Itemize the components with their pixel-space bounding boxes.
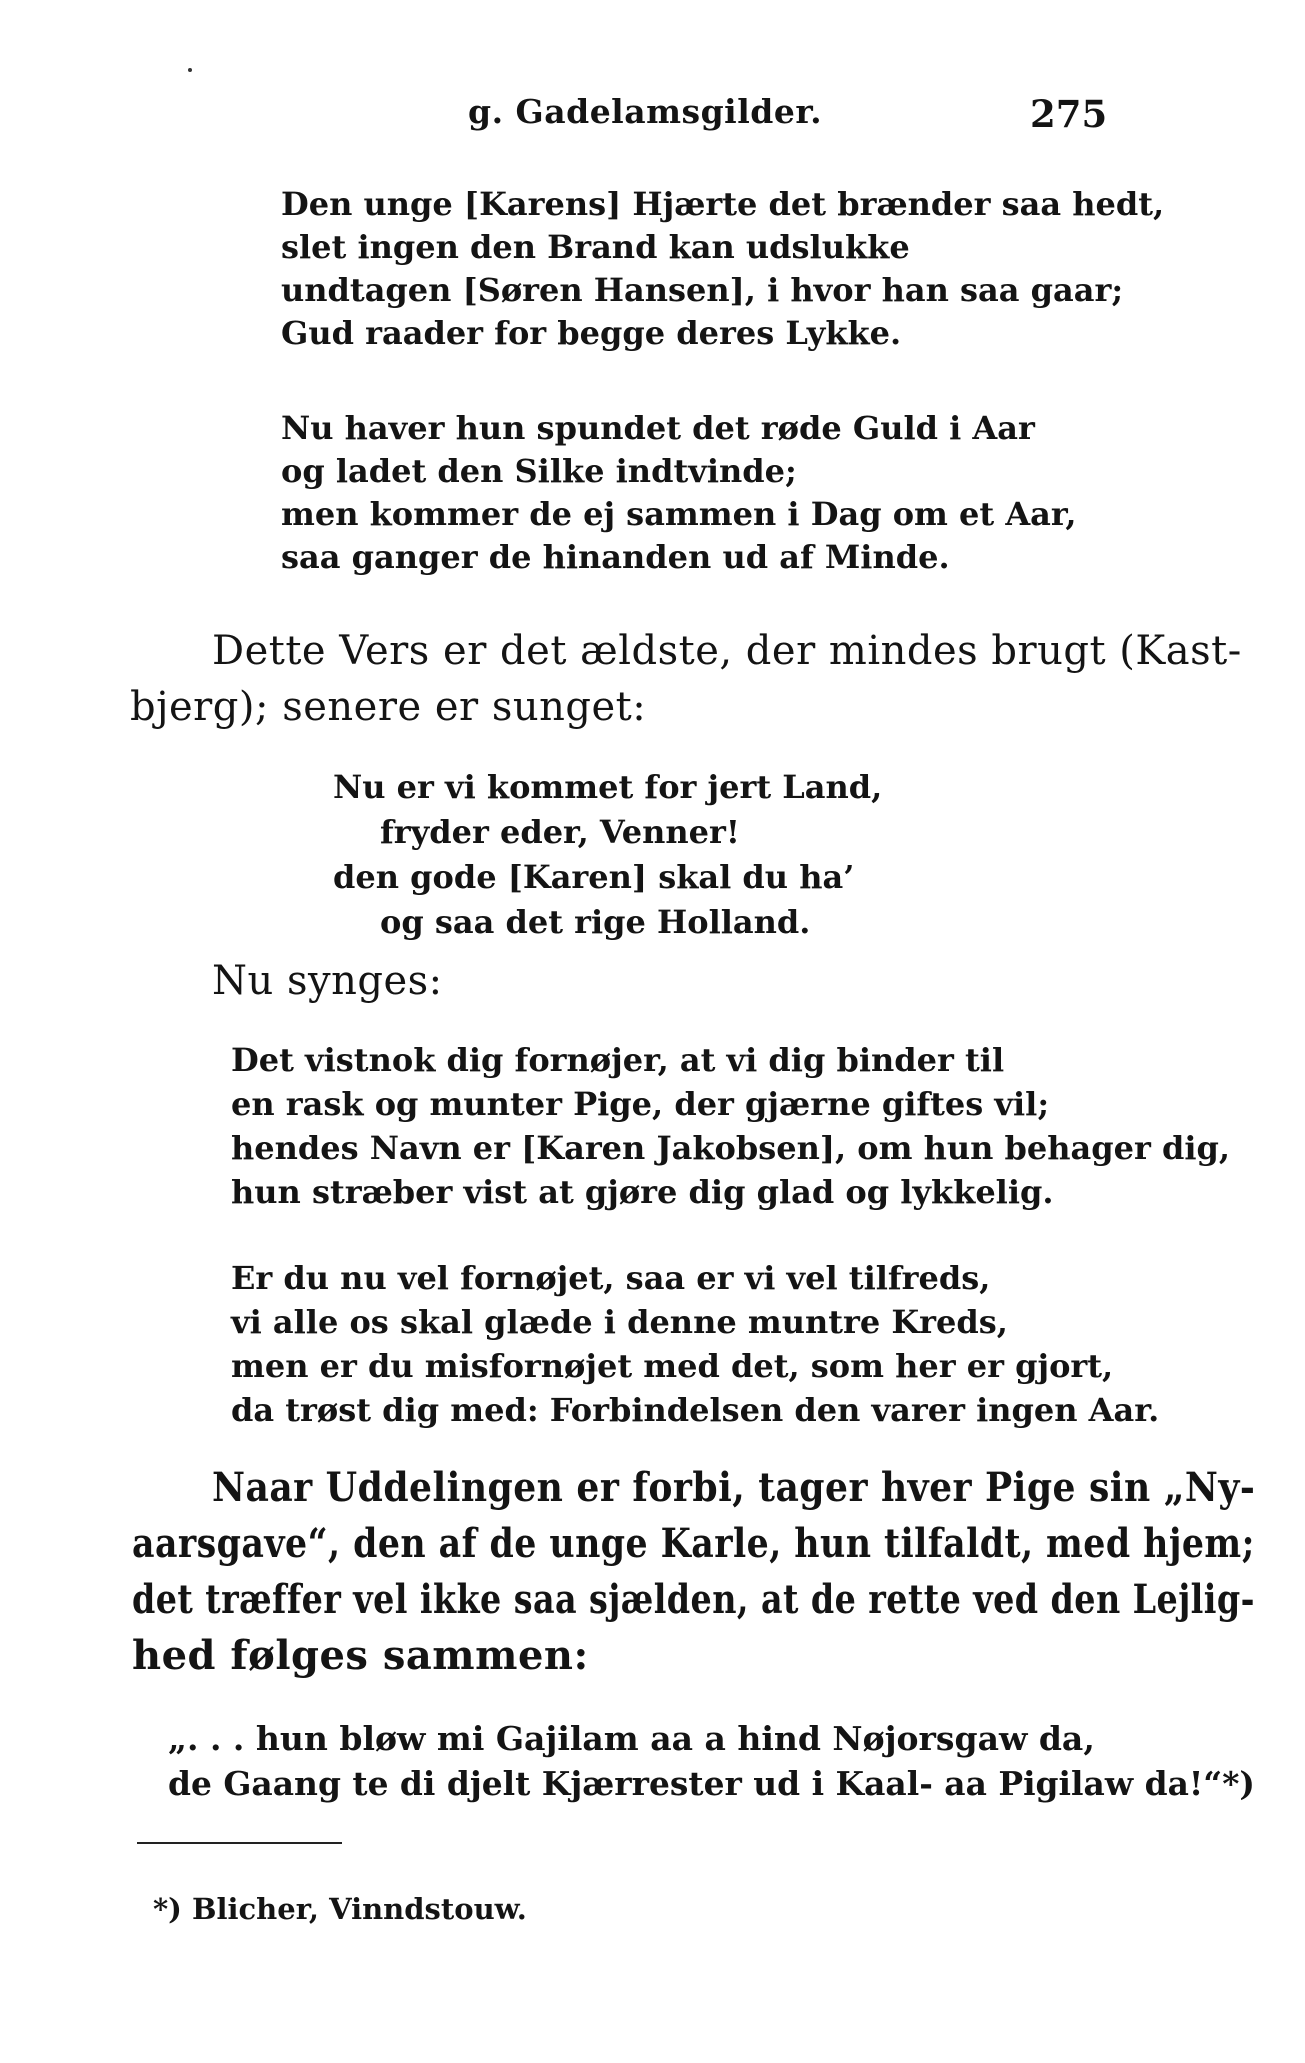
verse-line: da trøst dig med: Forbindelsen den varer ingen Aar. bbox=[231, 1391, 1160, 1429]
paragraph-line: det træffer vel ikke saa sjælden, at de rette ved den Lejlig- bbox=[132, 1576, 1255, 1623]
paragraph-line: Naar Uddelingen er forbi, tager hver Pige sin „Ny- bbox=[212, 1464, 1256, 1511]
verse-line: Gud raader for begge deres Lykke. bbox=[281, 314, 902, 352]
verse-line: fryder eder, Venner! bbox=[380, 813, 740, 851]
running-header: g. Gadelamsgilder. bbox=[468, 92, 823, 131]
verse-line: Nu haver hun spundet det røde Guld i Aar bbox=[281, 409, 1035, 447]
verse-line: Det vistnok dig fornøjer, at vi dig binder til bbox=[231, 1041, 1005, 1079]
verse-line: vi alle os skal glæde i denne muntre Kreds, bbox=[231, 1303, 1008, 1341]
verse-line: hun stræber vist at gjøre dig glad og lykkelig. bbox=[231, 1173, 1054, 1211]
verse-line: og saa det rige Holland. bbox=[380, 903, 811, 941]
verse-line: saa ganger de hinanden ud af Minde. bbox=[281, 538, 950, 576]
verse-line: men er du misfornøjet med det, som her er gjort, bbox=[231, 1347, 1114, 1385]
verse-line: Nu er vi kommet for jert Land, bbox=[333, 768, 883, 806]
verse-line: en rask og munter Pige, der gjærne giftes vil; bbox=[231, 1085, 1050, 1123]
quote-line: de Gaang te di djelt Kjærrester ud i Kaal- aa Pigilaw da!“*) bbox=[168, 1764, 1255, 1803]
page-number: 275 bbox=[1030, 92, 1108, 136]
paragraph-line: Dette Vers er det ældste, der mindes brugt (Kast- bbox=[212, 628, 1242, 674]
paragraph-line: bjerg); senere er sunget: bbox=[130, 684, 647, 730]
paragraph-line: hed følges sammen: bbox=[132, 1632, 589, 1679]
verse-line: og ladet den Silke indtvinde; bbox=[281, 452, 797, 490]
footnote-rule bbox=[137, 1842, 342, 1844]
verse-line: men kommer de ej sammen i Dag om et Aar, bbox=[281, 495, 1077, 533]
paragraph-2: Nu synges: bbox=[212, 958, 443, 1004]
footnote: *) Blicher, Vinndstouw. bbox=[153, 1892, 527, 1926]
paragraph-line: aarsgave“, den af de unge Karle, hun tilfaldt, med hjem; bbox=[132, 1520, 1255, 1567]
verse-line: slet ingen den Brand kan udslukke bbox=[281, 228, 910, 266]
verse-line: undtagen [Søren Hansen], i hvor han saa gaar; bbox=[281, 271, 1124, 309]
verse-line: Er du nu vel fornøjet, saa er vi vel tilfreds, bbox=[231, 1259, 991, 1297]
quote-line: „. . . hun bløw mi Gajilam aa a hind Nøjorsgaw da, bbox=[168, 1719, 1095, 1758]
verse-line: den gode [Karen] skal du ha’ bbox=[333, 858, 855, 896]
verse-line: Den unge [Karens] Hjærte det brænder saa hedt, bbox=[281, 185, 1165, 223]
page-speck bbox=[188, 68, 192, 72]
verse-line: hendes Navn er [Karen Jakobsen], om hun behager dig, bbox=[231, 1129, 1231, 1167]
